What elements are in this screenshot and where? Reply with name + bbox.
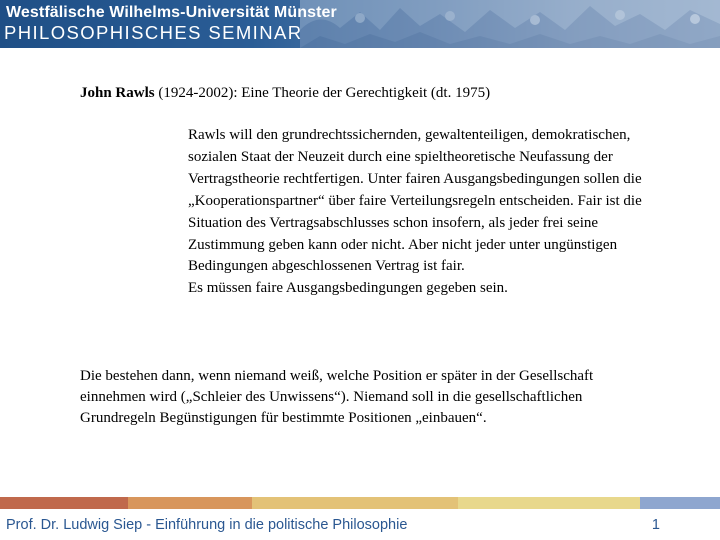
slide-title [80,85,490,102]
seminar-name: PHILOSOPHISCHES SEMINAR [4,22,303,43]
stripe-segment [128,497,252,509]
title-work: (1924-2002): Eine Theorie der Gerechtigkeit (dt. 1975) [154,85,491,101]
header-banner [0,0,720,48]
indented-conclusion: Es müssen faire Ausgangsbedingungen gegeben sein. [188,280,508,297]
stripe-segment [252,497,458,509]
body-paragraph: Die bestehen dann, wenn niemand weiß, welche Position er später in der Gesellschaft einnehmen wird („Schleier des Unwissens“). Niemand soll in die gesellschaftlichen Grundregeln Begünstigungen für bestimmte Positionen „einbauen“. [80,368,594,426]
footer-text: Prof. Dr. Ludwig Siep - Einführung in die politische Philosophie [6,517,408,533]
page-number: 1 [651,517,660,533]
stripe-segment [640,497,720,509]
title-author: John Rawls [80,85,155,101]
color-stripe-bar [0,497,720,509]
indented-paragraph: Rawls will den grundrechtssichernden, gewaltenteiligen, demokratischen, sozialen Staat der Neuzeit durch eine spieltheoretische Neufassung der Vertragstheorie rechtfertigen. Unter fairen Ausgangsbedingungen sollen die „Kooperationspartner“ über faire Verteilungsregeln entscheiden. Fair ist die Situation des Vertragsabschlusses schon insofern, als jeder frei seine Zustimmung geben kann oder nicht. Aber nicht jeder unter ungünstigen Bedingungen abgeschlossenen Vertrag ist fair. [188,127,642,275]
stripe-segment [0,497,128,509]
stripe-segment [458,497,640,509]
header-fresco-image [300,0,720,48]
university-name: Westfälische Wilhelms-Universität Münster [6,4,337,21]
indented-text-block [188,125,668,300]
